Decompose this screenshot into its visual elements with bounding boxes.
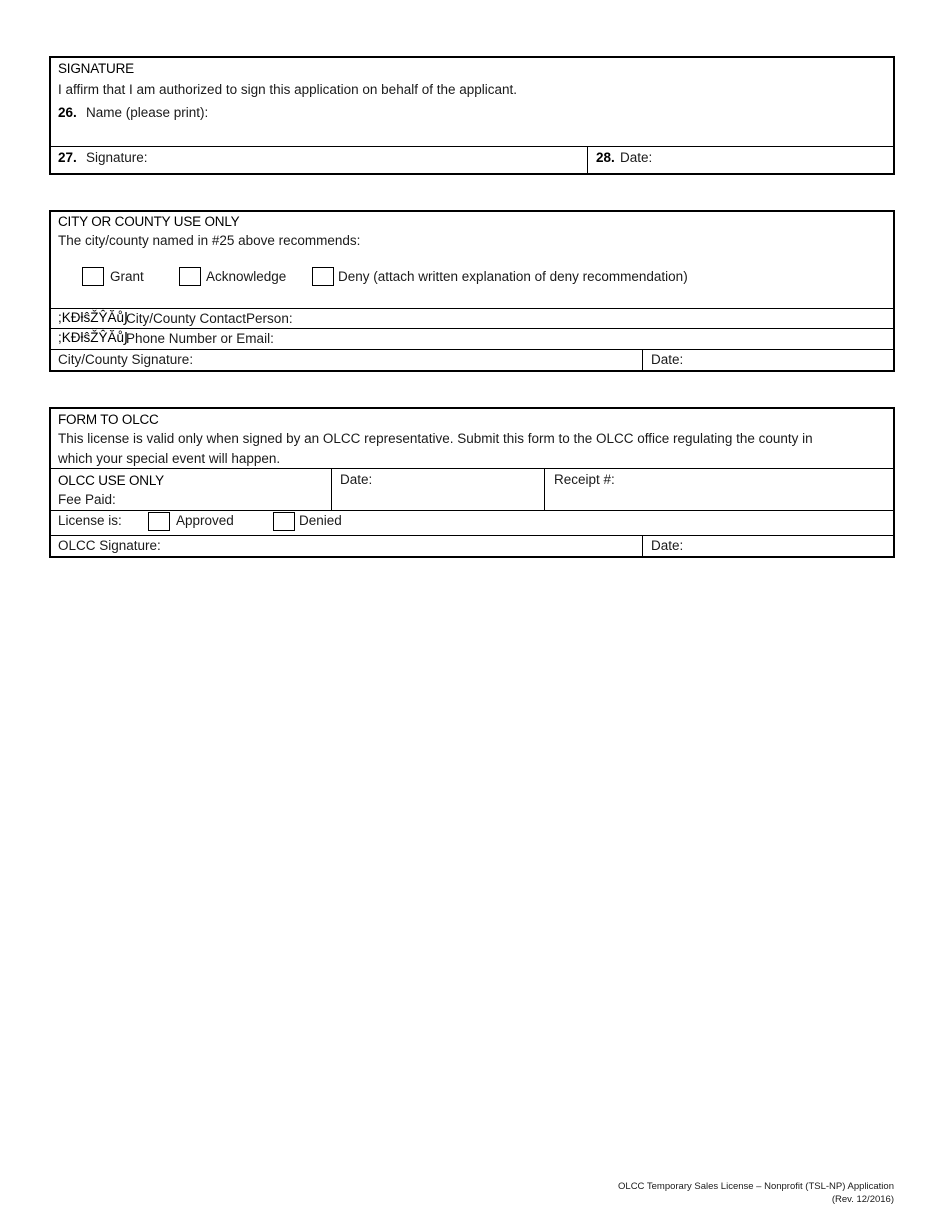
olcc-date-field[interactable] [333, 469, 543, 509]
name-field-number: 26. [58, 105, 77, 120]
signature-field[interactable] [160, 148, 584, 173]
olcc-sig-date-divider [642, 535, 643, 557]
city-date-divider [642, 349, 643, 371]
grant-checkbox[interactable] [82, 267, 104, 286]
phone-email-field[interactable] [292, 329, 892, 349]
page-footer [618, 1180, 894, 1206]
olcc-signature-field[interactable] [168, 536, 640, 556]
name-print-label: Name (please print): [86, 105, 209, 120]
olcc-notice-line-1: This license is valid only when signed by an OLCC representative. Submit this form to the OLCC office regulating the county in [58, 431, 813, 446]
signature-affirmation: I affirm that I am authorized to sign this application on behalf of the applicant. [58, 82, 518, 97]
date-field[interactable] [660, 148, 892, 173]
olcc-signature-date-label: Date: [651, 538, 684, 553]
optional-marker: ;KƉƚŝŽŶĂůͿ [58, 310, 128, 325]
city-county-title: CITY OR COUNTY USE ONLY [58, 214, 240, 229]
date-field-number: 28. [596, 150, 615, 165]
receipt-label: Receipt #: [554, 472, 615, 487]
city-signature-field[interactable] [210, 350, 640, 370]
olcc-signature-date-field[interactable] [690, 536, 892, 556]
grant-label: Grant [110, 269, 144, 284]
signature-date-divider [587, 146, 588, 174]
license-is-label: License is: [58, 513, 122, 528]
olcc-section-title: FORM TO OLCC [58, 412, 159, 427]
olcc-date-label: Date: [340, 472, 373, 487]
optional-marker: ;KƉƚŝŽŶĂůͿ [58, 330, 128, 345]
olcc-use-only-label: OLCC USE ONLY [58, 473, 164, 488]
contact-person-label: City/County ContactPerson: [126, 311, 293, 326]
contact-person-field[interactable] [310, 309, 892, 328]
approved-label: Approved [176, 513, 234, 528]
approved-checkbox[interactable] [148, 512, 170, 531]
olcc-fee-date-divider [331, 468, 332, 510]
acknowledge-label: Acknowledge [206, 269, 287, 284]
city-date-field[interactable] [690, 350, 892, 370]
date-label: Date: [620, 150, 653, 165]
deny-label: Deny (attach written explanation of deny recommendation) [338, 269, 688, 284]
olcc-row-divider-2 [50, 510, 894, 511]
name-print-field[interactable] [230, 100, 890, 142]
signature-row-divider [50, 146, 894, 147]
denied-label: Denied [299, 513, 342, 528]
city-county-instruction: The city/county named in #25 above recommends: [58, 233, 361, 248]
footer-form-title: OLCC Temporary Sales License – Nonprofit (TSL-NP) Application [618, 1181, 894, 1192]
receipt-field[interactable] [546, 469, 892, 509]
deny-checkbox[interactable] [312, 267, 334, 286]
fee-paid-field[interactable] [122, 490, 328, 509]
city-date-label: Date: [651, 352, 684, 367]
footer-revision: (Rev. 12/2016) [831, 1194, 894, 1205]
olcc-date-receipt-divider [544, 468, 545, 510]
signature-section-title: SIGNATURE [58, 61, 134, 76]
olcc-notice-line-2: which your special event will happen. [58, 451, 281, 466]
denied-checkbox[interactable] [273, 512, 295, 531]
fee-paid-label: Fee Paid: [58, 492, 116, 507]
acknowledge-checkbox[interactable] [179, 267, 201, 286]
signature-field-number: 27. [58, 150, 77, 165]
olcc-signature-label: OLCC Signature: [58, 538, 161, 553]
phone-email-label: Phone Number or Email: [126, 331, 274, 346]
city-signature-label: City/County Signature: [58, 352, 194, 367]
signature-label: Signature: [86, 150, 148, 165]
